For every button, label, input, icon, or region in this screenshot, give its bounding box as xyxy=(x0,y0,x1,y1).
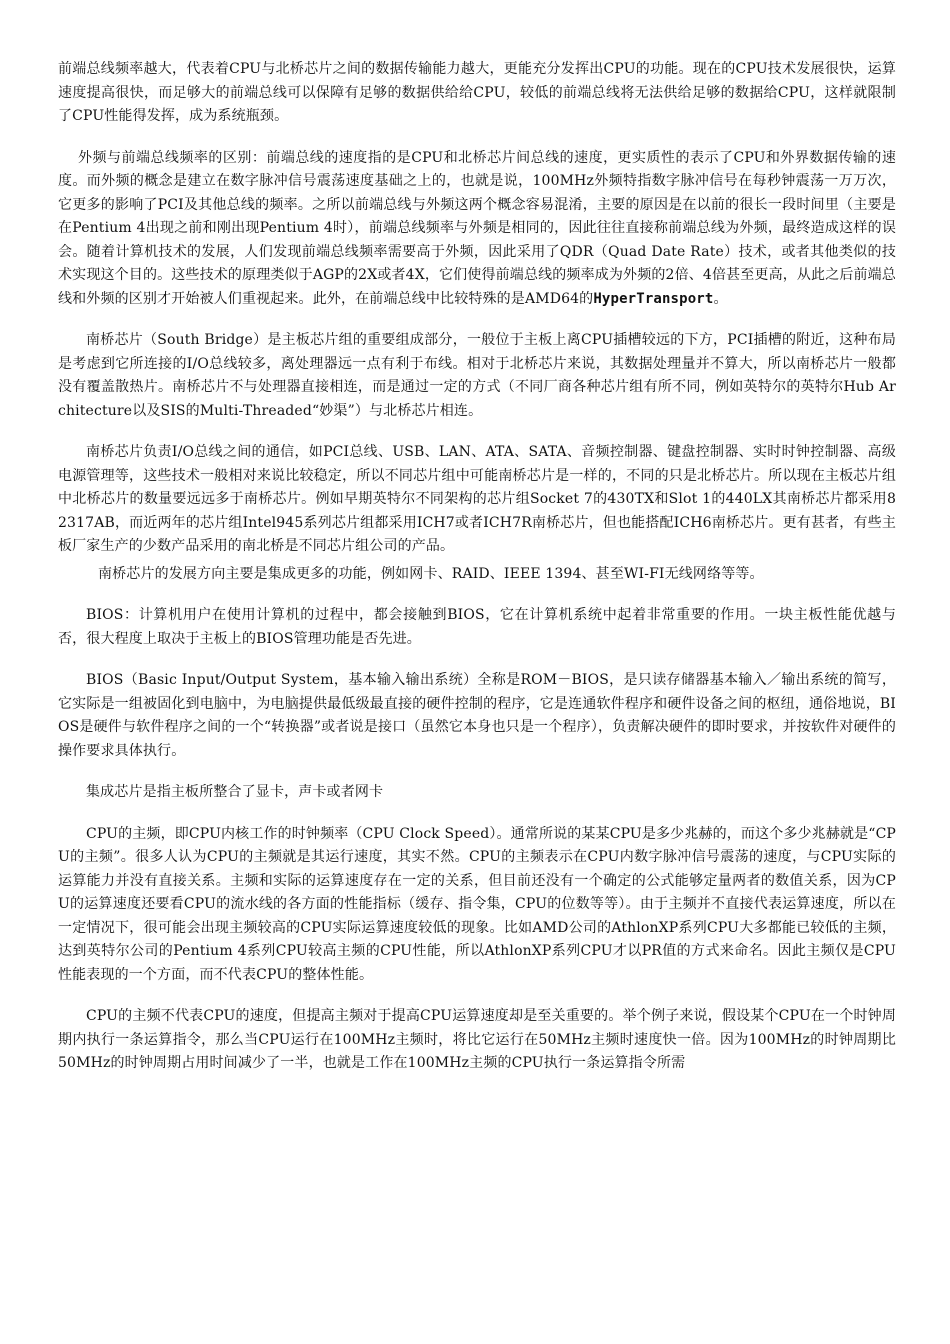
paragraph-south-bridge-io: 南桥芯片负责I/O总线之间的通信，如PCI总线、USB、LAN、ATA、SATA、音频控制器、键盘控制器、实时时钟控制器、高级电源管理等，这些技术一般相对来说比较稳定，所以不同芯片组中可能南桥芯片是一样的，不同的只是北桥芯片。所以现在主板芯片组中北桥芯片的数量要远远多于南桥芯片。例如早期英特尔不同架构的芯片组Socket 7的430TX和Slot 1的440LX其南桥芯片都采用82317AB，而近两年的芯片组Intel945系列芯片组都采用ICH7或者ICH7R南桥芯片，但也能搭配ICH6南桥芯片。更有甚者，有些主板厂家生产的少数产品采用的南北桥是不同芯片组公司的产品。 xyxy=(58,444,896,554)
paragraph-south-bridge-direction: 南桥芯片的发展方向主要是集成更多的功能，例如网卡、RAID、IEEE 1394、甚至WI-FI无线网络等等。 xyxy=(98,565,764,582)
paragraph-fsb-frequency: 前端总线频率越大，代表着CPU与北桥芯片之间的数据传输能力越大，更能充分发挥出CPU的功能。现在的CPU技术发展很快，运算速度提高很快，而足够大的前端总线可以保障有足够的数据供给给CPU，较低的前端总线将无法供给足够的数据给CPU，这样就限制了CPU性能得发挥，成为系统瓶颈。 xyxy=(58,61,896,124)
document-page xyxy=(58,58,896,1094)
paragraph-bios-definition: BIOS（Basic Input/Output System，基本输入输出系统）全称是ROM－BIOS，是只读存储器基本输入／输出系统的简写，它实际是一组被固化到电脑中，为电脑提供最低级最直接的硬件控制的程序，它是连通软件程序和硬件设备之间的枢纽，通俗地说，BIOS是硬件与软件程序之间的一个“转换器”或者说是接口（虽然它本身也只是一个程序），负责解决硬件的即时要求，并按软件对硬件的操作要求具体执行。 xyxy=(58,672,896,759)
paragraph-cpu-clock-speed: CPU的主频不代表CPU的速度，但提高主频对于提高CPU运算速度却是至关重要的。举个例子来说，假设某个CPU在一个时钟周期内执行一条运算指令，那么当CPU运行在100MHz主频时，将比它运行在50MHz主频时速度快一倍。因为100MHz的时钟周期比50MHz的时钟周期占用时间减少了一半，也就是工作在100MHz主频的CPU执行一条运算指令所需 xyxy=(58,1008,896,1071)
hypertransport-suffix: 。 xyxy=(713,290,728,307)
paragraph-cpu-clock: CPU的主频，即CPU内核工作的时钟频率（CPU Clock Speed）。通常所说的某某CPU是多少兆赫的，而这个多少兆赫就是“CPU的主频”。很多人认为CPU的主频就是其运行速度，其实不然。CPU的主频表示在CPU内数字脉冲信号震荡的速度，与CPU实际的运算能力并没有直接关系。主频和实际的运算速度存在一定的关系，但目前还没有一个确定的公式能够定量两者的数值关系，因为CPU的运算速度还要看CPU的流水线的各方面的性能指标（缓存、指令集，CPU的位数等等）。由于主频并不直接代表运算速度，所以在一定情况下，很可能会出现主频较高的CPU实际运算速度较低的现象。比如AMD公司的AthlonXP系列CPU大多都能已较低的主频，达到英特尔公司的Pentium 4系列CPU较高主频的CPU性能，所以AthlonXP系列CPU才以PR值的方式来命名。因此主频仅是CPU性能表现的一个方面，而不代表CPU的整体性能。 xyxy=(58,825,897,983)
paragraph-fsb-vs-external-clock xyxy=(58,147,896,312)
paragraph-south-bridge: 南桥芯片（South Bridge）是主板芯片组的重要组成部分，一般位于主板上离CPU插槽较远的下方，PCI插槽的附近，这种布局是考虑到它所连接的I/O总线较多，离处理器远一点有利于布线。相对于北桥芯片来说，其数据处理量并不算大，所以南桥芯片一般都没有覆盖散热片。南桥芯片不与处理器直接相连，而是通过一定的方式（不同厂商各种芯片组有所不同，例如英特尔的英特尔Hub Architecture以及SIS的Multi-Threaded“妙渠”）与北桥芯片相连。 xyxy=(58,332,896,419)
paragraph-fsb-vs-external-clock-text: 外频与前端总线频率的区别：前端总线的速度指的是CPU和北桥芯片间总线的速度，更实质性的表示了CPU和外界数据传输的速度。而外频的概念是建立在数字脉冲信号震荡速度基础之上的，也就是说，100MHz外频特指数字脉冲信号在每秒钟震荡一万万次，它更多的影响了PCI及其他总线的频率。之所以前端总线与外频这两个概念容易混淆，主要的原因是在以前的很长一段时间里（主要是在Pentium 4出现之前和刚出现Pentium 4时），前端总线频率与外频是相同的，因此往往直接称前端总线为外频，最终造成这样的误会。随着计算机技术的发展，人们发现前端总线频率需要高于外频，因此采用了QDR（Quad Date Rate）技术，或者其他类似的技术实现这个目的。这些技术的原理类似于AGP的2X或者4X，它们使得前端总线的频率成为外频的2倍、4倍甚至更高，从此之后前端总线和外频的区别才开始被人们重视起来。此外，在前端总线中比较特殊的是AMD64的 xyxy=(58,149,896,307)
paragraph-bios-intro: BIOS：计算机用户在使用计算机的过程中，都会接触到BIOS，它在计算机系统中起着非常重要的作用。一块主板性能优越与否，很大程度上取决于主板上的BIOS管理功能是否先进。 xyxy=(58,607,896,647)
hypertransport-term: HyperTransport xyxy=(593,290,714,307)
paragraph-integrated-chip: 集成芯片是指主板所整合了显卡，声卡或者网卡 xyxy=(86,784,384,800)
